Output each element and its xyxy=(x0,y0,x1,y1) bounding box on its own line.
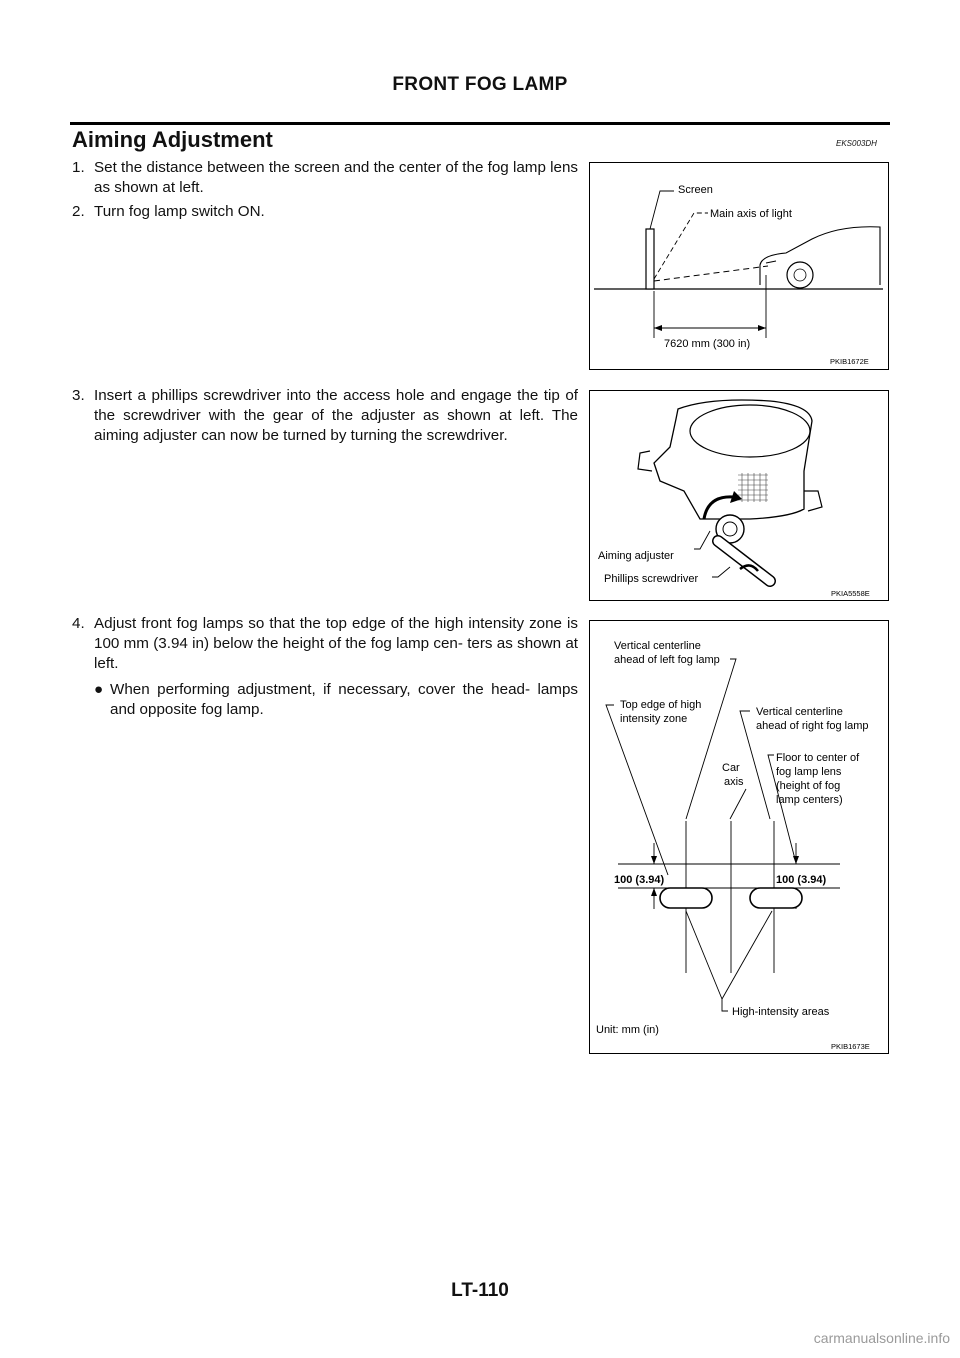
car-wheel xyxy=(787,262,813,288)
label-floor-2: fog lamp lens xyxy=(776,766,842,778)
label-vc-right-1: Vertical centerline xyxy=(756,706,843,718)
figure-code: PKIA5558E xyxy=(831,589,870,598)
left-intensity-zone xyxy=(660,888,712,908)
step-4 xyxy=(72,614,578,674)
aiming-screen-diagram xyxy=(590,621,887,1052)
label-main-axis: Main axis of light xyxy=(710,208,792,220)
label-phillips-screwdriver: Phillips screwdriver xyxy=(604,573,699,585)
page-header: FRONT FOG LAMP xyxy=(392,74,568,95)
step-number: 1. xyxy=(72,159,85,176)
step-number: 3. xyxy=(72,387,85,404)
distance-diagram xyxy=(590,163,887,368)
label-floor-3: (height of fog xyxy=(776,780,841,792)
label-dim-right: 100 (3.94) xyxy=(776,874,827,886)
step-3 xyxy=(72,386,578,446)
label-dim-left: 100 (3.94) xyxy=(614,874,665,886)
step-number: 4. xyxy=(72,615,85,632)
label-unit: Unit: mm (in) xyxy=(596,1024,659,1036)
label-vc-left-1: Vertical centerline xyxy=(614,640,701,652)
step-2 xyxy=(72,202,578,222)
step-text: Turn fog lamp switch ON. xyxy=(94,203,265,220)
label-vc-right-2: ahead of right fog lamp xyxy=(756,720,869,732)
label-car-2: axis xyxy=(724,776,744,788)
step-text: Set the distance between the screen and the center of the fog lamp lens as shown at left. xyxy=(94,159,578,196)
label-distance: 7620 mm (300 in) xyxy=(664,338,751,350)
label-top-edge-1: Top edge of high xyxy=(620,699,702,711)
figure-code: PKIB1672E xyxy=(830,357,869,366)
label-high-intensity-areas: High-intensity areas xyxy=(732,1006,830,1018)
label-top-edge-2: intensity zone xyxy=(620,713,688,725)
figure-code: PKIB1673E xyxy=(831,1042,870,1051)
screen-board xyxy=(646,229,654,289)
section-title: Aiming Adjustment xyxy=(72,127,273,152)
label-floor-4: lamp centers) xyxy=(776,794,843,806)
step-text: Insert a phillips screwdriver into the access hole and engage the tip of the screwdriver with the gear of the adjuster as shown at left. The aiming adjuster can now be turned by turning the screwdriver. xyxy=(94,387,578,444)
label-floor-1: Floor to center of xyxy=(776,752,860,764)
label-car-1: Car xyxy=(722,762,740,774)
bullet-text: When performing adjustment, if necessary, cover the head- lamps and opposite fog lamp. xyxy=(110,681,578,718)
step-text: Adjust front fog lamps so that the top edge of the high intensity zone is 100 mm (3.94 in) below the height of the fog lamp cen- ters as shown at left. xyxy=(94,615,578,672)
right-intensity-zone xyxy=(750,888,802,908)
page-number: LT-110 xyxy=(451,1280,509,1301)
figure-aiming-screen xyxy=(589,620,889,1054)
step-number: 2. xyxy=(72,203,85,220)
adjuster-diagram xyxy=(590,391,887,599)
figure-adjuster xyxy=(589,390,889,601)
label-aiming-adjuster: Aiming adjuster xyxy=(598,550,674,562)
watermark: carmanualsonline.info xyxy=(813,1330,950,1346)
section-code: EKS003DH xyxy=(836,139,877,148)
car-outline xyxy=(760,227,880,285)
section-rule xyxy=(70,122,890,125)
figure-distance xyxy=(589,162,889,370)
label-vc-left-2: ahead of left fog lamp xyxy=(614,654,720,666)
bullet-icon: ● xyxy=(94,681,104,698)
step-1 xyxy=(72,158,578,198)
note-bullet xyxy=(94,680,578,720)
label-screen: Screen xyxy=(678,184,713,196)
